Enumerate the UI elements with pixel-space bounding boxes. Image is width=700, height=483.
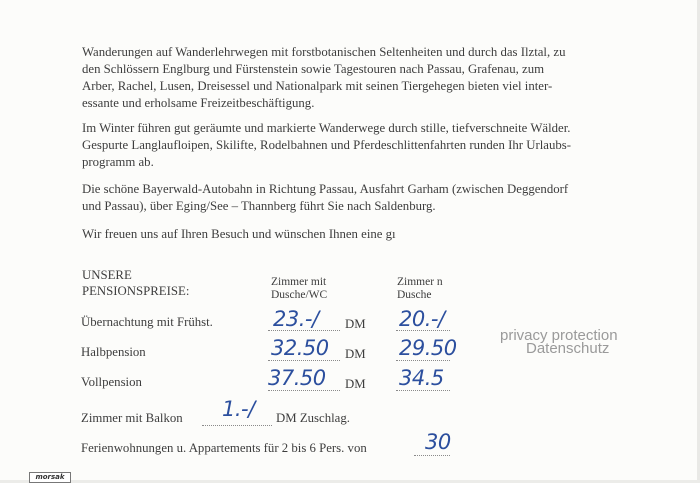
text-line: Wanderungen auf Wanderlehrwegen mit forstbotanischen Seltenheiten und durch das Ilztal, zu bbox=[82, 45, 566, 59]
column-header-line: Zimmer n bbox=[397, 276, 443, 288]
publisher-logo: morsak bbox=[29, 472, 71, 483]
watermark-privacy: privacy protection bbox=[500, 327, 618, 344]
text-line: essante und erholsame Freizeitbeschäftigung. bbox=[82, 96, 315, 110]
apartments-label: Ferienwohnungen u. Appartements für 2 bis 6 Pers. von bbox=[81, 441, 367, 455]
watermark-datenschutz: Datenschutz bbox=[526, 340, 610, 357]
text-line: Arber, Rachel, Lusen, Dreisessel und Nationalpark mit seinen Tiergehegen bieten viel inter- bbox=[82, 79, 553, 93]
price-full-board-shower: 34.5 bbox=[399, 366, 444, 390]
fill-line bbox=[396, 390, 450, 391]
prices-heading-line: PENSIONSPREISE: bbox=[82, 284, 190, 298]
fill-line bbox=[414, 455, 450, 456]
column-header-shower-wc bbox=[271, 276, 327, 302]
price-half-board-shower-wc: 32.50 bbox=[271, 336, 329, 360]
fill-line bbox=[396, 360, 450, 361]
balcony-label: Zimmer mit Balkon bbox=[81, 411, 183, 425]
text-line: Wir freuen uns auf Ihren Besuch und wünschen Ihnen eine gı bbox=[82, 227, 396, 241]
price-overnight-shower-wc: 23.-/ bbox=[273, 307, 319, 331]
fill-line bbox=[268, 390, 340, 391]
paragraph-greeting bbox=[82, 226, 644, 243]
column-header-shower bbox=[397, 276, 443, 302]
row-label-full-board: Vollpension bbox=[81, 375, 142, 389]
text-line: und Passau), über Eging/See – Thannberg führt Sie nach Saldenburg. bbox=[82, 199, 436, 213]
paragraph-winter bbox=[82, 120, 644, 171]
paragraph-hiking bbox=[82, 44, 644, 112]
balcony-suffix: DM Zuschlag. bbox=[276, 411, 350, 425]
price-overnight-shower: 20.-/ bbox=[399, 307, 445, 331]
prices-heading-line: UNSERE bbox=[82, 268, 132, 282]
column-header-line: Dusche/WC bbox=[271, 289, 328, 301]
text-line: Im Winter führen gut geräumte und markierte Wanderwege durch stille, tiefverschneite Wälder. bbox=[82, 121, 571, 135]
fill-line bbox=[202, 425, 272, 426]
text-line: den Schlössern Englburg und Fürstenstein sowie Tagestouren nach Passau, Grafenau, zum bbox=[82, 62, 545, 76]
currency-label: DM bbox=[345, 347, 366, 361]
row-label-half-board: Halbpension bbox=[81, 345, 146, 359]
text-line: Gespurte Langlaufloipen, Skilifte, Rodelbahnen und Pferdeschlittenfahrten runden Ihr Urlaubs- bbox=[82, 138, 571, 152]
text-line: programm ab. bbox=[82, 155, 154, 169]
price-half-board-shower: 29.50 bbox=[399, 336, 457, 360]
text-line: Die schöne Bayerwald-Autobahn in Richtung Passau, Ausfahrt Garham (zwischen Deggendorf bbox=[82, 182, 569, 196]
apartments-price: 30 bbox=[425, 430, 451, 454]
currency-label: DM bbox=[345, 317, 366, 331]
paragraph-directions bbox=[82, 181, 644, 215]
column-header-line: Zimmer mit bbox=[271, 276, 327, 288]
fill-line bbox=[268, 360, 340, 361]
currency-label: DM bbox=[345, 377, 366, 391]
balcony-surcharge: 1.-/ bbox=[222, 397, 255, 421]
row-label-overnight: Übernachtung mit Frühst. bbox=[81, 315, 213, 329]
column-header-line: Dusche bbox=[397, 289, 432, 301]
price-full-board-shower-wc: 37.50 bbox=[268, 366, 326, 390]
prices-heading bbox=[82, 267, 189, 299]
